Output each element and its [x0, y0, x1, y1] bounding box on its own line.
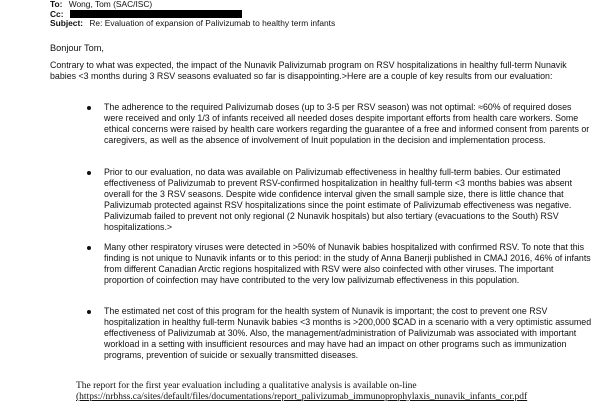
bullet-dot [87, 310, 91, 314]
to-value[interactable]: Wong, Tom (SAC/ISC) [68, 0, 153, 9]
bullet-dot [87, 106, 91, 110]
subject-label: Subject: [50, 18, 84, 28]
bullet-item [104, 306, 592, 361]
bullet-dot [87, 246, 91, 250]
cc-label: Cc: [50, 8, 64, 19]
bullet-text: Prior to our evaluation, no data was available on Palivizumab effectiveness in healthy full-term babies. Our estimated effectiveness of Palivizumab to prevent RSV-confirmed hospitalization in healthy full-term <3 months babies was absent overall for the 3 RSV seasons. Despite wide confidence interval given the small sample size, there is little chance that Palivizumab protected against RSV hospitalizations since the point estimate of Palivizumab effectiveness was negative. Palivizumab failed to prevent not only regional (2 Nunavik hospitals) but also tertiary (evacuations to the South) RSV hospitalizations.> [104, 167, 573, 232]
bullet-text: Many other respiratory viruses were detected in >50% of Nunavik babies hospitalized with confirmed RSV. To note that this finding is not unique to Nunavik infants or to this period: in the study of Anna Banerji published in CMAJ 2016, 46% of infants from different Canadian Arctic regions hospitalized with RSV were also coinfected with other viruses. The important proportion of coinfection may have contributed to the very low palivizumab effectiveness in this population. [104, 242, 591, 285]
report-link[interactable]: (https://nrbhss.ca/sites/default/files/documentations/report_palivizumab_immunoprophylaxis_nunavik_infants_cor.pdf [76, 392, 528, 402]
intro-paragraph: Contrary to what was expected, the impact of the Nunavik Palivizumab program on RSV hospitalizations in healthy full-term Nunavik babies <3 months during 3 RSV seasons evaluated so far is disappointing.>Here are a couple of key results from our evaluation: [50, 60, 567, 81]
bullet-text: The estimated net cost of this program for the health system of Nunavik is important; the cost to prevent one RSV hospitalization in healthy full-term Nunavik babies <3 months is >200,000 $CAD in a scenario with a very optimistic assumed effectiveness of Palivizumab at 30%. Also, the management/administration of Palivizumab was associated with important workload in a setting with insufficient resources and may have had an impact on other programs such as immunization programs, prevention of suicide or sexually transmitted diseases. [104, 306, 592, 360]
cc-redaction [70, 10, 242, 18]
footer-text: The report for the first year evaluation including a qualitative analysis is available on-line [76, 381, 417, 391]
bullet-text: The adherence to the required Palivizumab doses (up to 3-5 per RSV season) was not optimal: ≈60% of required doses were received and only 1/3 of infants received all needed doses despite important efforts from health care workers. Some ethical concerns were raised by health care workers regarding the guarantee of a free and informed consent from parents or caregivers, as well as the absence of involvement of Inuit population in the decision and implementation process. [104, 102, 590, 145]
greeting: Bonjour Tom, [50, 43, 104, 53]
email-header [50, 0, 590, 29]
subject-value: Re: Evaluation of expansion of Palivizumab to healthy term infants [89, 18, 336, 28]
bullet-item [104, 102, 592, 146]
bullet-item [104, 242, 592, 286]
to-row [50, 0, 590, 10]
to-label: To: [50, 0, 63, 9]
bullet-item [104, 167, 592, 233]
subject-row [50, 19, 590, 29]
bullet-dot [87, 171, 91, 175]
